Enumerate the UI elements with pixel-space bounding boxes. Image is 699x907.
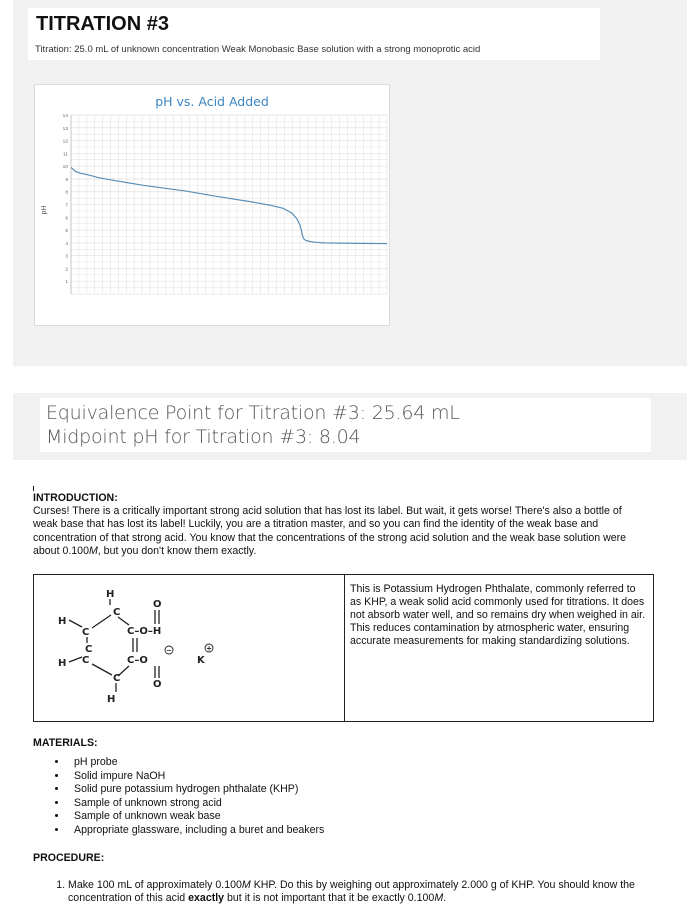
khp-table [33,574,654,722]
carboxyl-group-label: C–O–H [127,626,162,637]
materials-item: • pH probe [68,756,324,770]
step1-molarity-unit-2: M [434,892,444,904]
titration-title: TITRATION #3 [36,13,169,35]
procedure-list [50,879,668,905]
intro-molarity-unit: M [88,544,98,557]
procedure-heading: PROCEDURE: [33,852,105,864]
carboxylate-group-label: C–O [127,655,148,666]
atom-c-top: C [113,607,121,618]
step1-molarity-unit-1: M [241,879,251,891]
introduction-heading: INTRODUCTION: [33,492,118,504]
y-axis-label: pH [41,205,48,215]
step1-text-b: KHP. Do this by weighing out approximately 2.000 g of KHP. You should know the concentration of this acid [68,879,635,904]
step1-text-a: Make 100 mL of approximately 0.100 [68,879,242,891]
atom-o-lower: O [153,679,162,690]
materials-item: • Appropriate glassware, including a buret and beakers [68,824,324,838]
atom-h-bottom: H [107,694,116,705]
atom-c-left-lower: C [82,655,90,666]
atom-c-left-upper: C [82,627,90,638]
khp-structure-diagram [34,575,344,716]
step1-emphasis: exactly [188,892,225,904]
intro-text-part-2: , but you don't know them exactly. [97,544,257,557]
y-tick-label: 14 [62,114,68,119]
y-tick-label: 1 [65,280,68,286]
atom-h-left-upper: H [58,616,67,627]
y-tick-label: 13 [62,126,68,132]
chart-title: pH vs. Acid Added [155,94,269,109]
atom-h-left-lower: H [58,658,67,669]
introduction-paragraph [33,505,648,558]
atom-c-bottom: C [113,673,121,684]
y-tick-label: 12 [62,139,68,145]
y-tick-label: 2 [65,267,68,273]
titration-subtitle: Titration: 25.0 mL of unknown concentration Weak Monobasic Base solution with a strong monoprotic acid [35,44,481,55]
text-cursor-mark [33,486,34,491]
atom-k: K [197,655,205,666]
midpoint-ph-text: Midpoint pH for Titration #3: 8.04 [46,426,361,448]
khp-description-cell [345,575,654,722]
y-tick-label: 6 [65,216,68,222]
khp-structure-cell [34,575,345,722]
y-tick-label: 3 [65,254,68,260]
materials-item: • Sample of unknown strong acid [68,797,324,811]
y-tick-label: 5 [65,229,68,235]
y-tick-label: 10 [62,165,68,171]
step1-text-c: but it is not important that it be exactly 0.100 [224,892,435,904]
y-tick-label: 9 [65,177,68,183]
y-tick-labels [63,113,69,285]
materials-item: • Sample of unknown weak base [68,810,324,824]
equivalence-point-text: Equivalence Point for Titration #3: 25.64 mL [46,402,460,424]
positive-charge-sign: + [206,644,212,653]
negative-charge-sign: − [166,646,172,655]
chart-grid [71,115,387,294]
y-tick-label: 7 [65,203,68,209]
atom-c-left-mid: C [85,644,93,655]
materials-list [52,756,324,838]
titration-header-card [28,8,600,60]
khp-description: This is Potassium Hydrogen Phthalate, commonly referred to as KHP, a weak solid acid commonly used for titrations. It does not absorb water well, and so remains dry when weighed in air. This reduces contamination by atmospheric water, ensuring accurate measurements for making standardizing solutions. [350,583,646,647]
atom-o-upper: O [153,599,162,610]
materials-item: • Solid pure potassium hydrogen phthalate (KHP) [68,783,324,797]
intro-text-part-1: Curses! There is a critically important strong acid solution that has lost its label. But wait, it gets worse! There's also a bottle of weak base that has lost its label! Luckily, you are a titration master, and so you can find the identity of the weak base and concentration of that strong acid. You know that the concentrations of the strong acid solution and the weak base solution were about 0.100 [33,505,627,557]
materials-item: • Solid impure NaOH [68,770,324,784]
y-tick-label: 11 [63,152,68,158]
ph-chart [34,84,390,326]
procedure-step-1 [68,879,668,905]
atom-h-top: H [106,589,115,600]
results-card [40,398,651,452]
ph-chart-svg [35,85,389,325]
y-tick-label: 4 [65,241,68,247]
y-tick-label: 8 [65,190,68,196]
step1-text-d: . [443,892,447,904]
materials-heading: MATERIALS: [33,737,98,749]
